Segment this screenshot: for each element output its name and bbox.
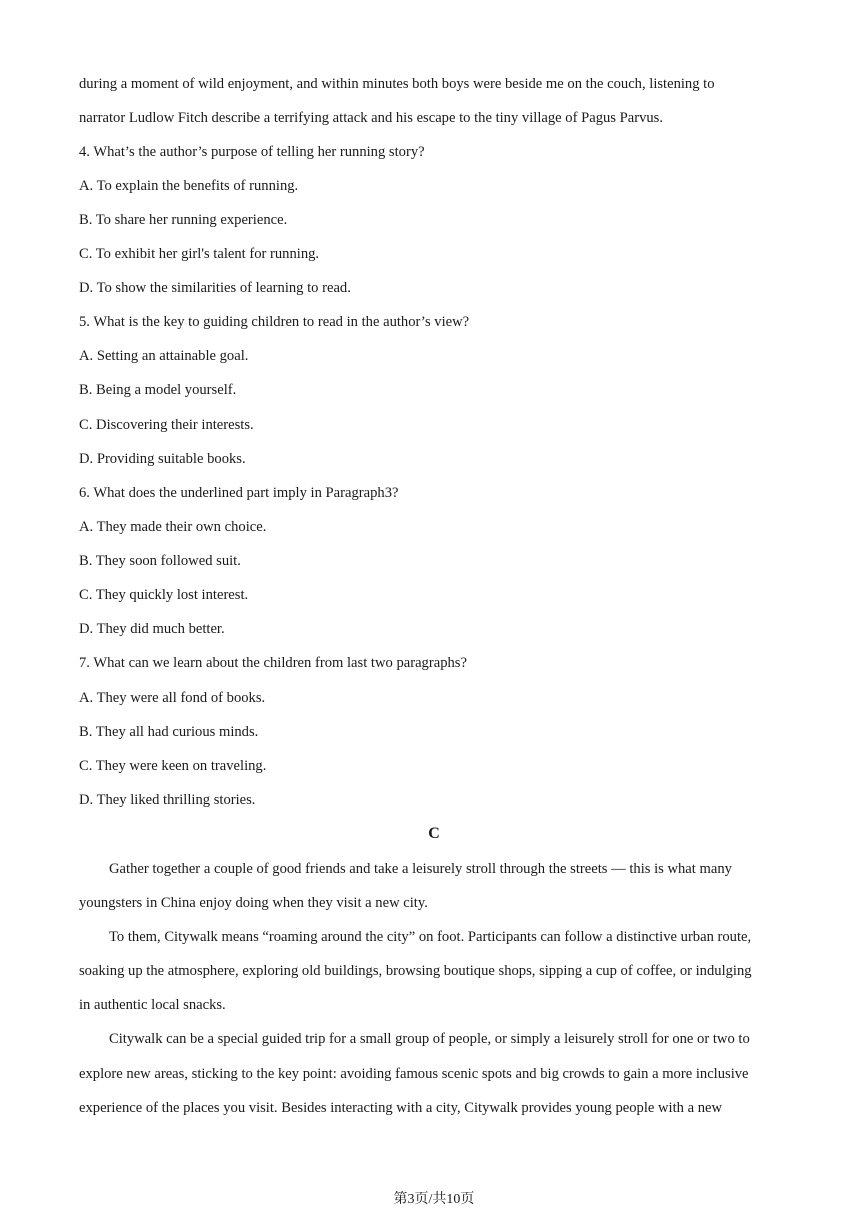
paragraph-line: youngsters in China enjoy doing when they visit a new city.	[79, 895, 428, 911]
paragraph-line: soaking up the atmosphere, exploring old buildings, browsing boutique shops, sipping a cup of coffee, or indulging	[79, 963, 752, 979]
section-heading: C	[428, 825, 440, 842]
paragraph-line: in authentic local snacks.	[79, 997, 226, 1013]
question-stem: 6. What does the underlined part imply in Paragraph3?	[79, 485, 399, 501]
paragraph-line: To them, Citywalk means “roaming around the city” on foot. Participants can follow a distinctive urban route,	[109, 929, 752, 945]
answer-option: C. Discovering their interests.	[79, 417, 254, 433]
answer-option: B. To share her running experience.	[79, 212, 288, 228]
paragraph-line: experience of the places you visit. Besides interacting with a city, Citywalk provides young people with a new	[79, 1100, 723, 1116]
answer-option: A. Setting an attainable goal.	[79, 348, 249, 364]
answer-option: A. They were all fond of books.	[79, 690, 266, 706]
answer-option: B. They all had curious minds.	[79, 724, 259, 740]
answer-option: A. They made their own choice.	[79, 519, 267, 535]
answer-option: C. They were keen on traveling.	[79, 758, 267, 774]
answer-option: D. To show the similarities of learning to read.	[79, 280, 351, 296]
answer-option: B. They soon followed suit.	[79, 553, 241, 569]
answer-option: D. They liked thrilling stories.	[79, 792, 256, 808]
question-stem: 7. What can we learn about the children from last two paragraphs?	[79, 655, 467, 671]
answer-option: B. Being a model yourself.	[79, 382, 237, 398]
answer-option: D. Providing suitable books.	[79, 451, 246, 467]
answer-option: C. They quickly lost interest.	[79, 587, 249, 603]
passage-text-line: narrator Ludlow Fitch describe a terrifying attack and his escape to the tiny village of Pagus Parvus.	[79, 110, 663, 126]
paragraph-line: Gather together a couple of good friends and take a leisurely stroll through the streets — this is what many	[109, 861, 732, 877]
page-number-footer: 第3页/共10页	[393, 1192, 475, 1207]
answer-option: A. To explain the benefits of running.	[79, 178, 299, 194]
question-stem: 4. What’s the author’s purpose of telling her running story?	[79, 144, 425, 160]
passage-text-line: during a moment of wild enjoyment, and within minutes both boys were beside me on the couch, listening to	[79, 76, 715, 92]
answer-option: C. To exhibit her girl's talent for running.	[79, 246, 320, 262]
paragraph-line: Citywalk can be a special guided trip for a small group of people, or simply a leisurely stroll for one or two to	[109, 1031, 750, 1047]
question-stem: 5. What is the key to guiding children to read in the author’s view?	[79, 314, 470, 330]
paragraph-line: explore new areas, sticking to the key point: avoiding famous scenic spots and big crowds to gain a more inclusive	[79, 1066, 749, 1082]
answer-option: D. They did much better.	[79, 621, 225, 637]
